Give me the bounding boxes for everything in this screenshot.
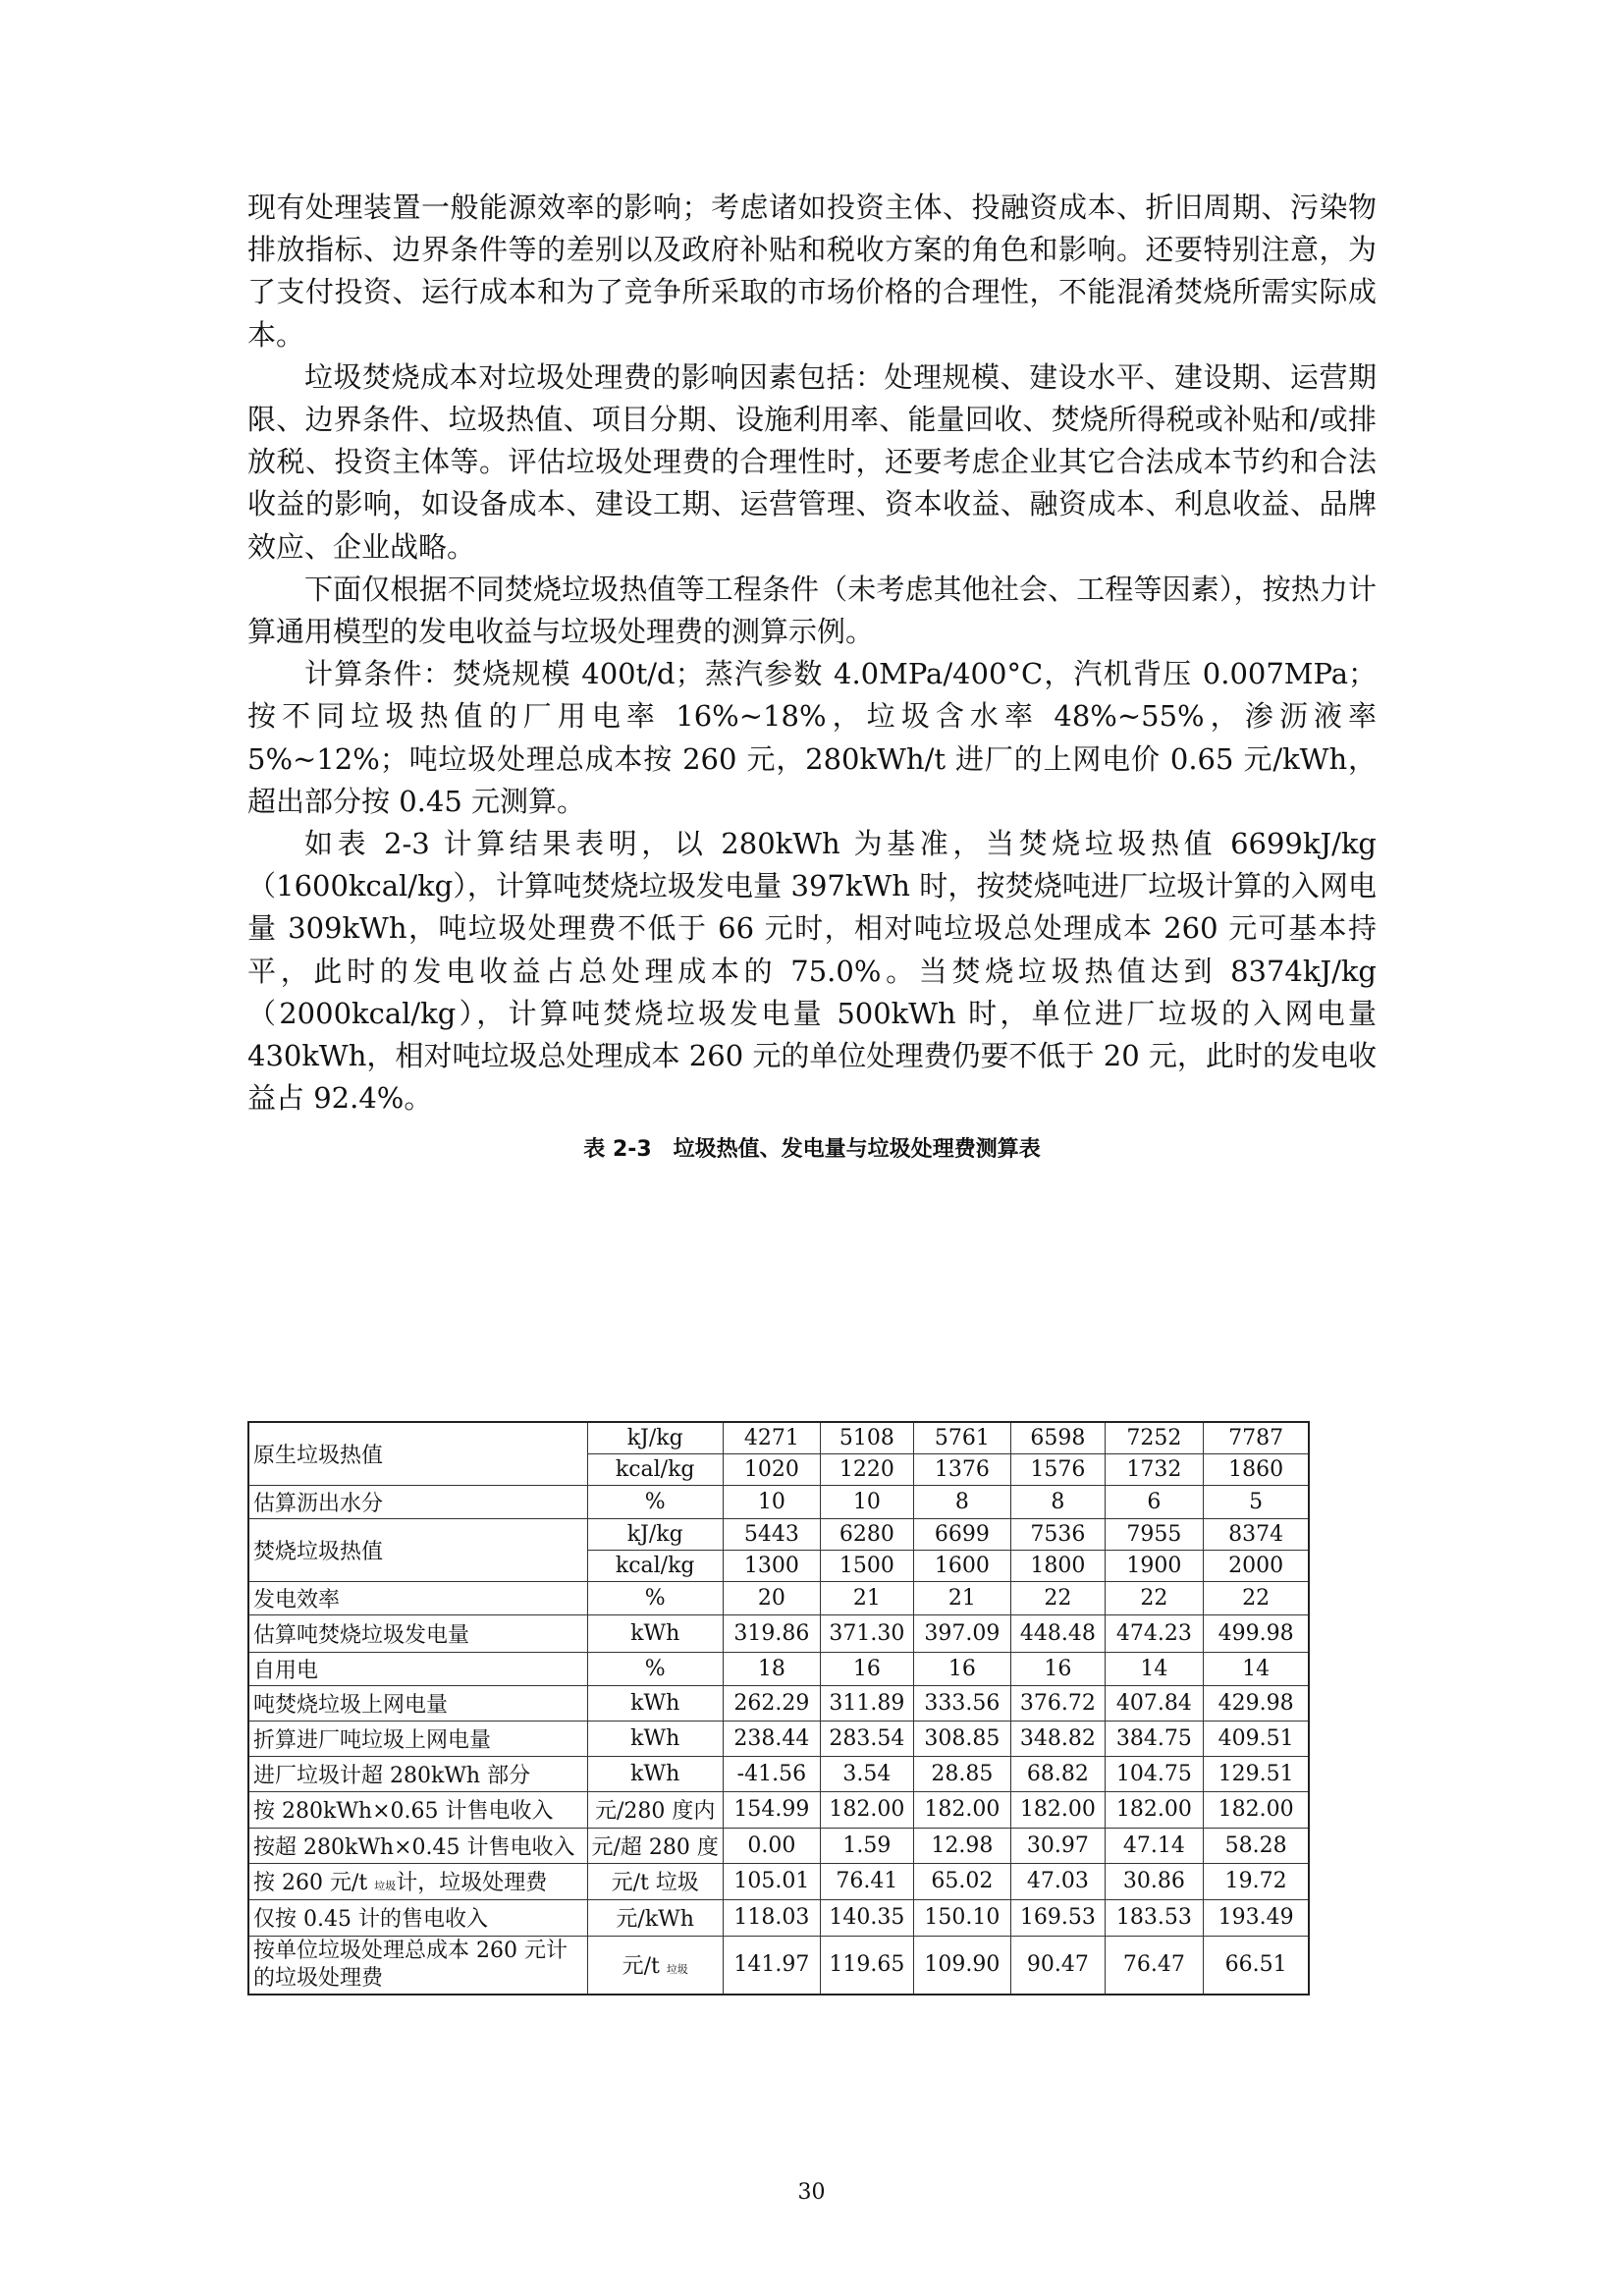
table-row	[248, 1422, 1309, 1453]
value-cell: 8374	[1203, 1518, 1309, 1550]
value-cell: 384.75	[1105, 1721, 1203, 1756]
value-cell: 376.72	[1010, 1685, 1105, 1721]
row-label: 自用电	[248, 1652, 587, 1685]
value-cell: 7955	[1105, 1518, 1203, 1550]
table-row	[248, 1581, 1309, 1614]
value-cell: 21	[820, 1581, 913, 1614]
value-cell: 1300	[723, 1550, 820, 1581]
value-cell: 1576	[1010, 1453, 1105, 1485]
page-number: 30	[797, 2180, 826, 2205]
value-cell: 333.56	[913, 1685, 1010, 1721]
value-cell: 47.14	[1105, 1828, 1203, 1863]
value-cell: 193.49	[1203, 1899, 1309, 1936]
table-row	[248, 1485, 1309, 1518]
value-cell: 109.90	[913, 1936, 1010, 1995]
value-cell: 4271	[723, 1422, 820, 1453]
paragraph: 现有处理装置一般能源效率的影响；考虑诸如投资主体、投融资成本、折旧周期、污染物排放指标、边界条件等的差别以及政府补贴和税收方案的角色和影响。还要特别注意，为了支付投资、运行成本和为了竞争所采取的市场价格的合理性，不能混淆焚烧所需实际成本。	[247, 191, 1377, 352]
value-cell: 1.59	[820, 1828, 913, 1863]
value-cell: 182.00	[820, 1791, 913, 1828]
value-cell: 10	[723, 1485, 820, 1518]
table-caption: 表 2-3 垃圾热值、发电量与垃圾处理费测算表	[583, 1137, 1041, 1163]
value-cell: 5443	[723, 1518, 820, 1550]
value-cell: 2000	[1203, 1550, 1309, 1581]
unit-cell: %	[587, 1581, 723, 1614]
value-cell: 90.47	[1010, 1936, 1105, 1995]
row-label: 按 280kWh×0.65 计售电收入	[248, 1791, 587, 1828]
value-cell: 66.51	[1203, 1936, 1309, 1995]
value-cell: 409.51	[1203, 1721, 1309, 1756]
unit-cell: kJ/kg	[587, 1518, 723, 1550]
value-cell: 1376	[913, 1453, 1010, 1485]
value-cell: 499.98	[1203, 1614, 1309, 1652]
value-cell: 12.98	[913, 1828, 1010, 1863]
paragraph: 下面仅根据不同焚烧垃圾热值等工程条件（未考虑其他社会、工程等因素），按热力计算通用模型的发电收益与垃圾处理费的测算示例。	[247, 572, 1377, 649]
table-row	[248, 1828, 1309, 1863]
value-cell: 183.53	[1105, 1899, 1203, 1936]
value-cell: 1800	[1010, 1550, 1105, 1581]
value-cell: 182.00	[1105, 1791, 1203, 1828]
value-cell: 7252	[1105, 1422, 1203, 1453]
value-cell: 182.00	[913, 1791, 1010, 1828]
value-cell: 6280	[820, 1518, 913, 1550]
unit-text: 元/t	[622, 1954, 667, 1980]
table-row	[248, 1614, 1309, 1652]
value-cell: 58.28	[1203, 1828, 1309, 1863]
unit-cell: %	[587, 1485, 723, 1518]
value-cell: 0.00	[723, 1828, 820, 1863]
row-label: 焚烧垃圾热值	[248, 1518, 587, 1581]
value-cell: 1860	[1203, 1453, 1309, 1485]
page-body	[247, 187, 1377, 1167]
value-cell: 28.85	[913, 1756, 1010, 1791]
unit-subscript: 垃圾	[666, 1963, 688, 1977]
value-cell: 140.35	[820, 1899, 913, 1936]
value-cell: 397.09	[913, 1614, 1010, 1652]
row-label-text: 计，垃圾处理费	[396, 1871, 548, 1895]
value-cell: 5	[1203, 1485, 1309, 1518]
unit-cell: kWh	[587, 1756, 723, 1791]
value-cell: 5761	[913, 1422, 1010, 1453]
value-cell: 182.00	[1010, 1791, 1105, 1828]
value-cell: 1020	[723, 1453, 820, 1485]
paragraph: 计算条件：焚烧规模 400t/d；蒸汽参数 4.0MPa/400°C，汽机背压 0.007MPa；按不同垃圾热值的厂用电率 16%~18%，垃圾含水率 48%~55%，渗沥液率 5%~12%；吨垃圾处理总成本按 260 元，280kWh/t 进厂的上网电价 0.65 元/kWh，超出部分按 0.45 元测算。	[247, 657, 1377, 818]
value-cell: 1900	[1105, 1550, 1203, 1581]
row-label: 原生垃圾热值	[248, 1422, 587, 1485]
row-label-subscript: 垃圾	[374, 1880, 397, 1892]
row-label: 折算进厂吨垃圾上网电量	[248, 1721, 587, 1756]
table-row	[248, 1518, 1309, 1550]
value-cell: 129.51	[1203, 1756, 1309, 1791]
value-cell: 1600	[913, 1550, 1010, 1581]
value-cell: 169.53	[1010, 1899, 1105, 1936]
value-cell: 6699	[913, 1518, 1010, 1550]
unit-cell: kcal/kg	[587, 1453, 723, 1485]
value-cell: -41.56	[723, 1756, 820, 1791]
table-row	[248, 1791, 1309, 1828]
value-cell: 105.01	[723, 1863, 820, 1899]
unit-cell: kJ/kg	[587, 1422, 723, 1453]
value-cell: 319.86	[723, 1614, 820, 1652]
value-cell: 19.72	[1203, 1863, 1309, 1899]
value-cell: 68.82	[1010, 1756, 1105, 1791]
value-cell: 16	[913, 1652, 1010, 1685]
value-cell: 10	[820, 1485, 913, 1518]
value-cell: 118.03	[723, 1899, 820, 1936]
value-cell: 474.23	[1105, 1614, 1203, 1652]
value-cell: 16	[1010, 1652, 1105, 1685]
value-cell: 1732	[1105, 1453, 1203, 1485]
row-label: 吨焚烧垃圾上网电量	[248, 1685, 587, 1721]
unit-cell	[587, 1936, 723, 1995]
paragraph: 如表 2-3 计算结果表明，以 280kWh 为基准，当焚烧垃圾热值 6699kJ/kg（1600kcal/kg），计算吨焚烧垃圾发电量 397kWh 时，按焚烧吨进厂垃圾计算的入网电量 309kWh，吨垃圾处理费不低于 66 元时，相对吨垃圾总处理成本 260 元可基本持平，此时的发电收益占总处理成本的 75.0%。当焚烧垃圾热值达到 8374kJ/kg（2000kcal/kg），计算吨焚烧垃圾发电量 500kWh 时，单位进厂垃圾的入网电量 430kWh，相对吨垃圾总处理成本 260 元的单位处理费仍要不低于 20 元，此时的发电收益占 92.4%。	[247, 827, 1377, 1116]
value-cell: 1500	[820, 1550, 913, 1581]
table-row	[248, 1863, 1309, 1899]
value-cell: 1220	[820, 1453, 913, 1485]
paragraph: 垃圾焚烧成本对垃圾处理费的影响因素包括：处理规模、建设水平、建设期、运营期限、边界条件、垃圾热值、项目分期、设施利用率、能量回收、焚烧所得税或补贴和/或排放税、投资主体等。评估垃圾处理费的合理性时，还要考虑企业其它合法成本节约和合法收益的影响，如设备成本、建设工期、运营管理、资本收益、融资成本、利息收益、品牌效应、企业战略。	[247, 359, 1377, 564]
row-label: 仅按 0.45 计的售电收入	[248, 1899, 587, 1936]
table-row	[248, 1652, 1309, 1685]
value-cell: 76.41	[820, 1863, 913, 1899]
value-cell: 14	[1203, 1652, 1309, 1685]
value-cell: 22	[1203, 1581, 1309, 1614]
value-cell: 8	[913, 1485, 1010, 1518]
value-cell: 262.29	[723, 1685, 820, 1721]
value-cell: 7787	[1203, 1422, 1309, 1453]
value-cell: 18	[723, 1652, 820, 1685]
value-cell: 30.97	[1010, 1828, 1105, 1863]
table-row	[248, 1936, 1309, 1995]
value-cell: 448.48	[1010, 1614, 1105, 1652]
value-cell: 30.86	[1105, 1863, 1203, 1899]
row-label: 进厂垃圾计超 280kWh 部分	[248, 1756, 587, 1791]
value-cell: 22	[1010, 1581, 1105, 1614]
value-cell: 182.00	[1203, 1791, 1309, 1828]
value-cell: 6598	[1010, 1422, 1105, 1453]
unit-cell: kWh	[587, 1614, 723, 1652]
row-label: 发电效率	[248, 1581, 587, 1614]
table-row	[248, 1721, 1309, 1756]
value-cell: 348.82	[1010, 1721, 1105, 1756]
unit-cell: %	[587, 1652, 723, 1685]
value-cell: 154.99	[723, 1791, 820, 1828]
row-label: 估算沥出水分	[248, 1485, 587, 1518]
value-cell: 283.54	[820, 1721, 913, 1756]
unit-cell: 元/t 垃圾	[587, 1863, 723, 1899]
value-cell: 3.54	[820, 1756, 913, 1791]
value-cell: 119.65	[820, 1936, 913, 1995]
value-cell: 76.47	[1105, 1936, 1203, 1995]
unit-cell: kWh	[587, 1685, 723, 1721]
value-cell: 20	[723, 1581, 820, 1614]
value-cell: 407.84	[1105, 1685, 1203, 1721]
table-row	[248, 1756, 1309, 1791]
value-cell: 47.03	[1010, 1863, 1105, 1899]
value-cell: 7536	[1010, 1518, 1105, 1550]
value-cell: 104.75	[1105, 1756, 1203, 1791]
value-cell: 14	[1105, 1652, 1203, 1685]
value-cell: 238.44	[723, 1721, 820, 1756]
value-cell: 65.02	[913, 1863, 1010, 1899]
unit-cell: 元/kWh	[587, 1899, 723, 1936]
value-cell: 429.98	[1203, 1685, 1309, 1721]
value-cell: 308.85	[913, 1721, 1010, 1756]
value-cell: 8	[1010, 1485, 1105, 1518]
row-label	[248, 1863, 587, 1899]
value-cell: 21	[913, 1581, 1010, 1614]
value-cell: 22	[1105, 1581, 1203, 1614]
unit-cell: kcal/kg	[587, 1550, 723, 1581]
calculation-table	[247, 1421, 1310, 1995]
value-cell: 150.10	[913, 1899, 1010, 1936]
value-cell: 16	[820, 1652, 913, 1685]
row-label: 估算吨焚烧垃圾发电量	[248, 1614, 587, 1652]
unit-cell: kWh	[587, 1721, 723, 1756]
value-cell: 6	[1105, 1485, 1203, 1518]
row-label-text: 按 260 元/t	[253, 1871, 375, 1895]
row-label: 按超 280kWh×0.45 计售电收入	[248, 1828, 587, 1863]
value-cell: 311.89	[820, 1685, 913, 1721]
unit-cell: 元/超 280 度	[587, 1828, 723, 1863]
value-cell: 371.30	[820, 1614, 913, 1652]
row-label: 按单位垃圾处理总成本 260 元计的垃圾处理费	[248, 1936, 587, 1995]
value-cell: 5108	[820, 1422, 913, 1453]
unit-cell: 元/280 度内	[587, 1791, 723, 1828]
table-row	[248, 1685, 1309, 1721]
value-cell: 141.97	[723, 1936, 820, 1995]
table-row	[248, 1899, 1309, 1936]
